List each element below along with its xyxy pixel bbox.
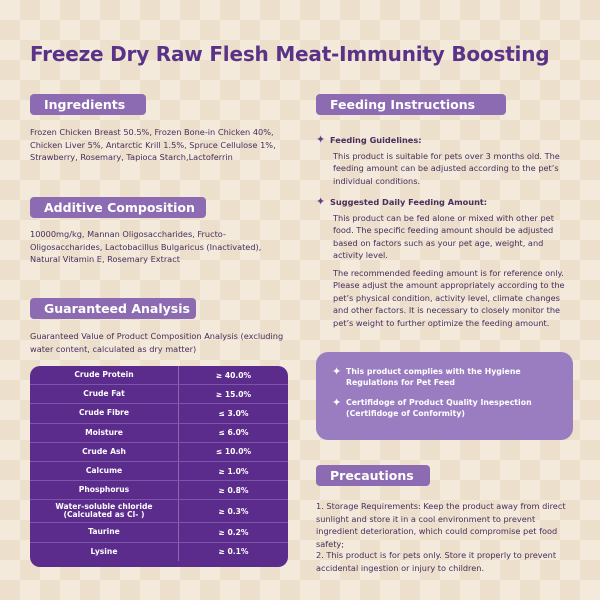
table-row (30, 462, 288, 481)
nutrient-name: Phosphorus (30, 481, 179, 499)
additive-heading: Additive Composition (30, 197, 206, 218)
precaution-item-2: 2. This product is for pets only. Store it properly to prevent accidental ingestion or injury to children. (316, 550, 557, 573)
nutrient-value: ≥ 15.0% (215, 389, 252, 399)
nutrient-value: ≥ 0.1% (218, 547, 249, 557)
nutrient-name: Water-soluble chloride (Calculated as Cl- ) (30, 500, 179, 522)
compliance-box (316, 352, 573, 440)
page-title: Freeze Dry Raw Flesh Meat-Immunity Boosting (30, 42, 550, 66)
guidelines-text: This product is suitable for pets over 3 months old. The feeding amount can be adjusted according to the pet’s individual conditions. (333, 150, 560, 186)
nutrient-value: ≤ 6.0% (218, 428, 249, 438)
nutrient-value: ≥ 0.8% (218, 485, 249, 495)
daily-text-1: This product can be fed alone or mixed with other pet food. The specific feeding amount should be adjusted based on factors such as your pet age, weight, and activity level. (333, 212, 554, 260)
ingredients-heading: Ingredients (30, 94, 146, 115)
precaution-item-1: 1. Storage Requirements: Keep the product away from direct sunlight and store it in a cool environment to prevent ingredient deterioration, which could compromise pet food safety; (316, 501, 566, 549)
table-row (30, 404, 288, 423)
table-row (30, 500, 288, 523)
feeding-heading: Feeding Instructions (316, 94, 506, 115)
table-row (30, 385, 288, 404)
nutrient-name: Calcume (30, 462, 179, 480)
daily-title: Suggested Daily Feeding Amount: (330, 197, 488, 207)
nutrient-name: Crude Fibre (30, 404, 179, 422)
four-point-star-icon: ✦ (332, 365, 342, 378)
additive-text: 10000mg/kg, Mannan Oligosaccharides, Fructo-Oligosaccharides, Lactobacillus Bulgaricus (Inactivated), Natural Vitamin E, Rosemary Extract (30, 229, 262, 264)
analysis-heading: Guaranteed Analysis (30, 298, 196, 319)
compliance-item: This product complies with the Hygiene Regulations for Pet Feed (346, 367, 521, 387)
table-row (30, 443, 288, 462)
nutrient-name: Crude Protein (30, 366, 179, 384)
table-row (30, 523, 288, 542)
nutrient-name: Crude Fat (30, 385, 179, 403)
nutrient-value: ≥ 40.0% (215, 370, 252, 380)
compliance-item: Certifidoge of Product Quality Inespection (Certifidoge of Conformity) (346, 398, 532, 418)
analysis-table (30, 366, 288, 567)
table-row (30, 366, 288, 385)
guidelines-title: Feeding Guidelines: (330, 135, 422, 145)
four-point-star-icon: ✦ (332, 396, 342, 409)
nutrient-value: ≤ 10.0% (215, 447, 252, 457)
nutrient-value: ≥ 0.3% (218, 506, 249, 516)
four-point-star-icon: ✦ (316, 133, 326, 146)
daily-feeding (316, 196, 574, 329)
table-row (30, 424, 288, 443)
table-row (30, 481, 288, 500)
nutrient-value: ≤ 3.0% (218, 408, 249, 418)
nutrient-name: Crude Ash (30, 443, 179, 461)
table-row (30, 543, 288, 561)
analysis-subtitle: Guaranteed Value of Product Composition Analysis (excluding water content, calculated as dry matter) (30, 331, 284, 354)
daily-text-2: The recommended feeding amount is for reference only. Please adjust the amount appropriately according to the pet’s physical condition, activity level, climate changes and other factors. It is necessary to closely monitor the pet’s weight to further optimize the feeding amount. (333, 267, 565, 328)
nutrient-value: ≥ 1.0% (218, 466, 249, 476)
ingredients-text: Frozen Chicken Breast 50.5%, Frozen Bone-in Chicken 40%, Chicken Liver 5%, Antarctic Krill 1.5%, Spruce Cellulose 1%, Strawberry, Rosemary, Tapioca Starch,Lactoferrin (30, 127, 276, 162)
nutrient-name: Lysine (30, 543, 179, 561)
nutrient-name: Moisture (30, 424, 179, 442)
precautions-heading: Precautions (316, 465, 430, 486)
nutrient-name: Taurine (30, 523, 179, 541)
four-point-star-icon: ✦ (316, 195, 326, 208)
feeding-guidelines (316, 134, 574, 187)
nutrient-value: ≥ 0.2% (218, 527, 249, 537)
